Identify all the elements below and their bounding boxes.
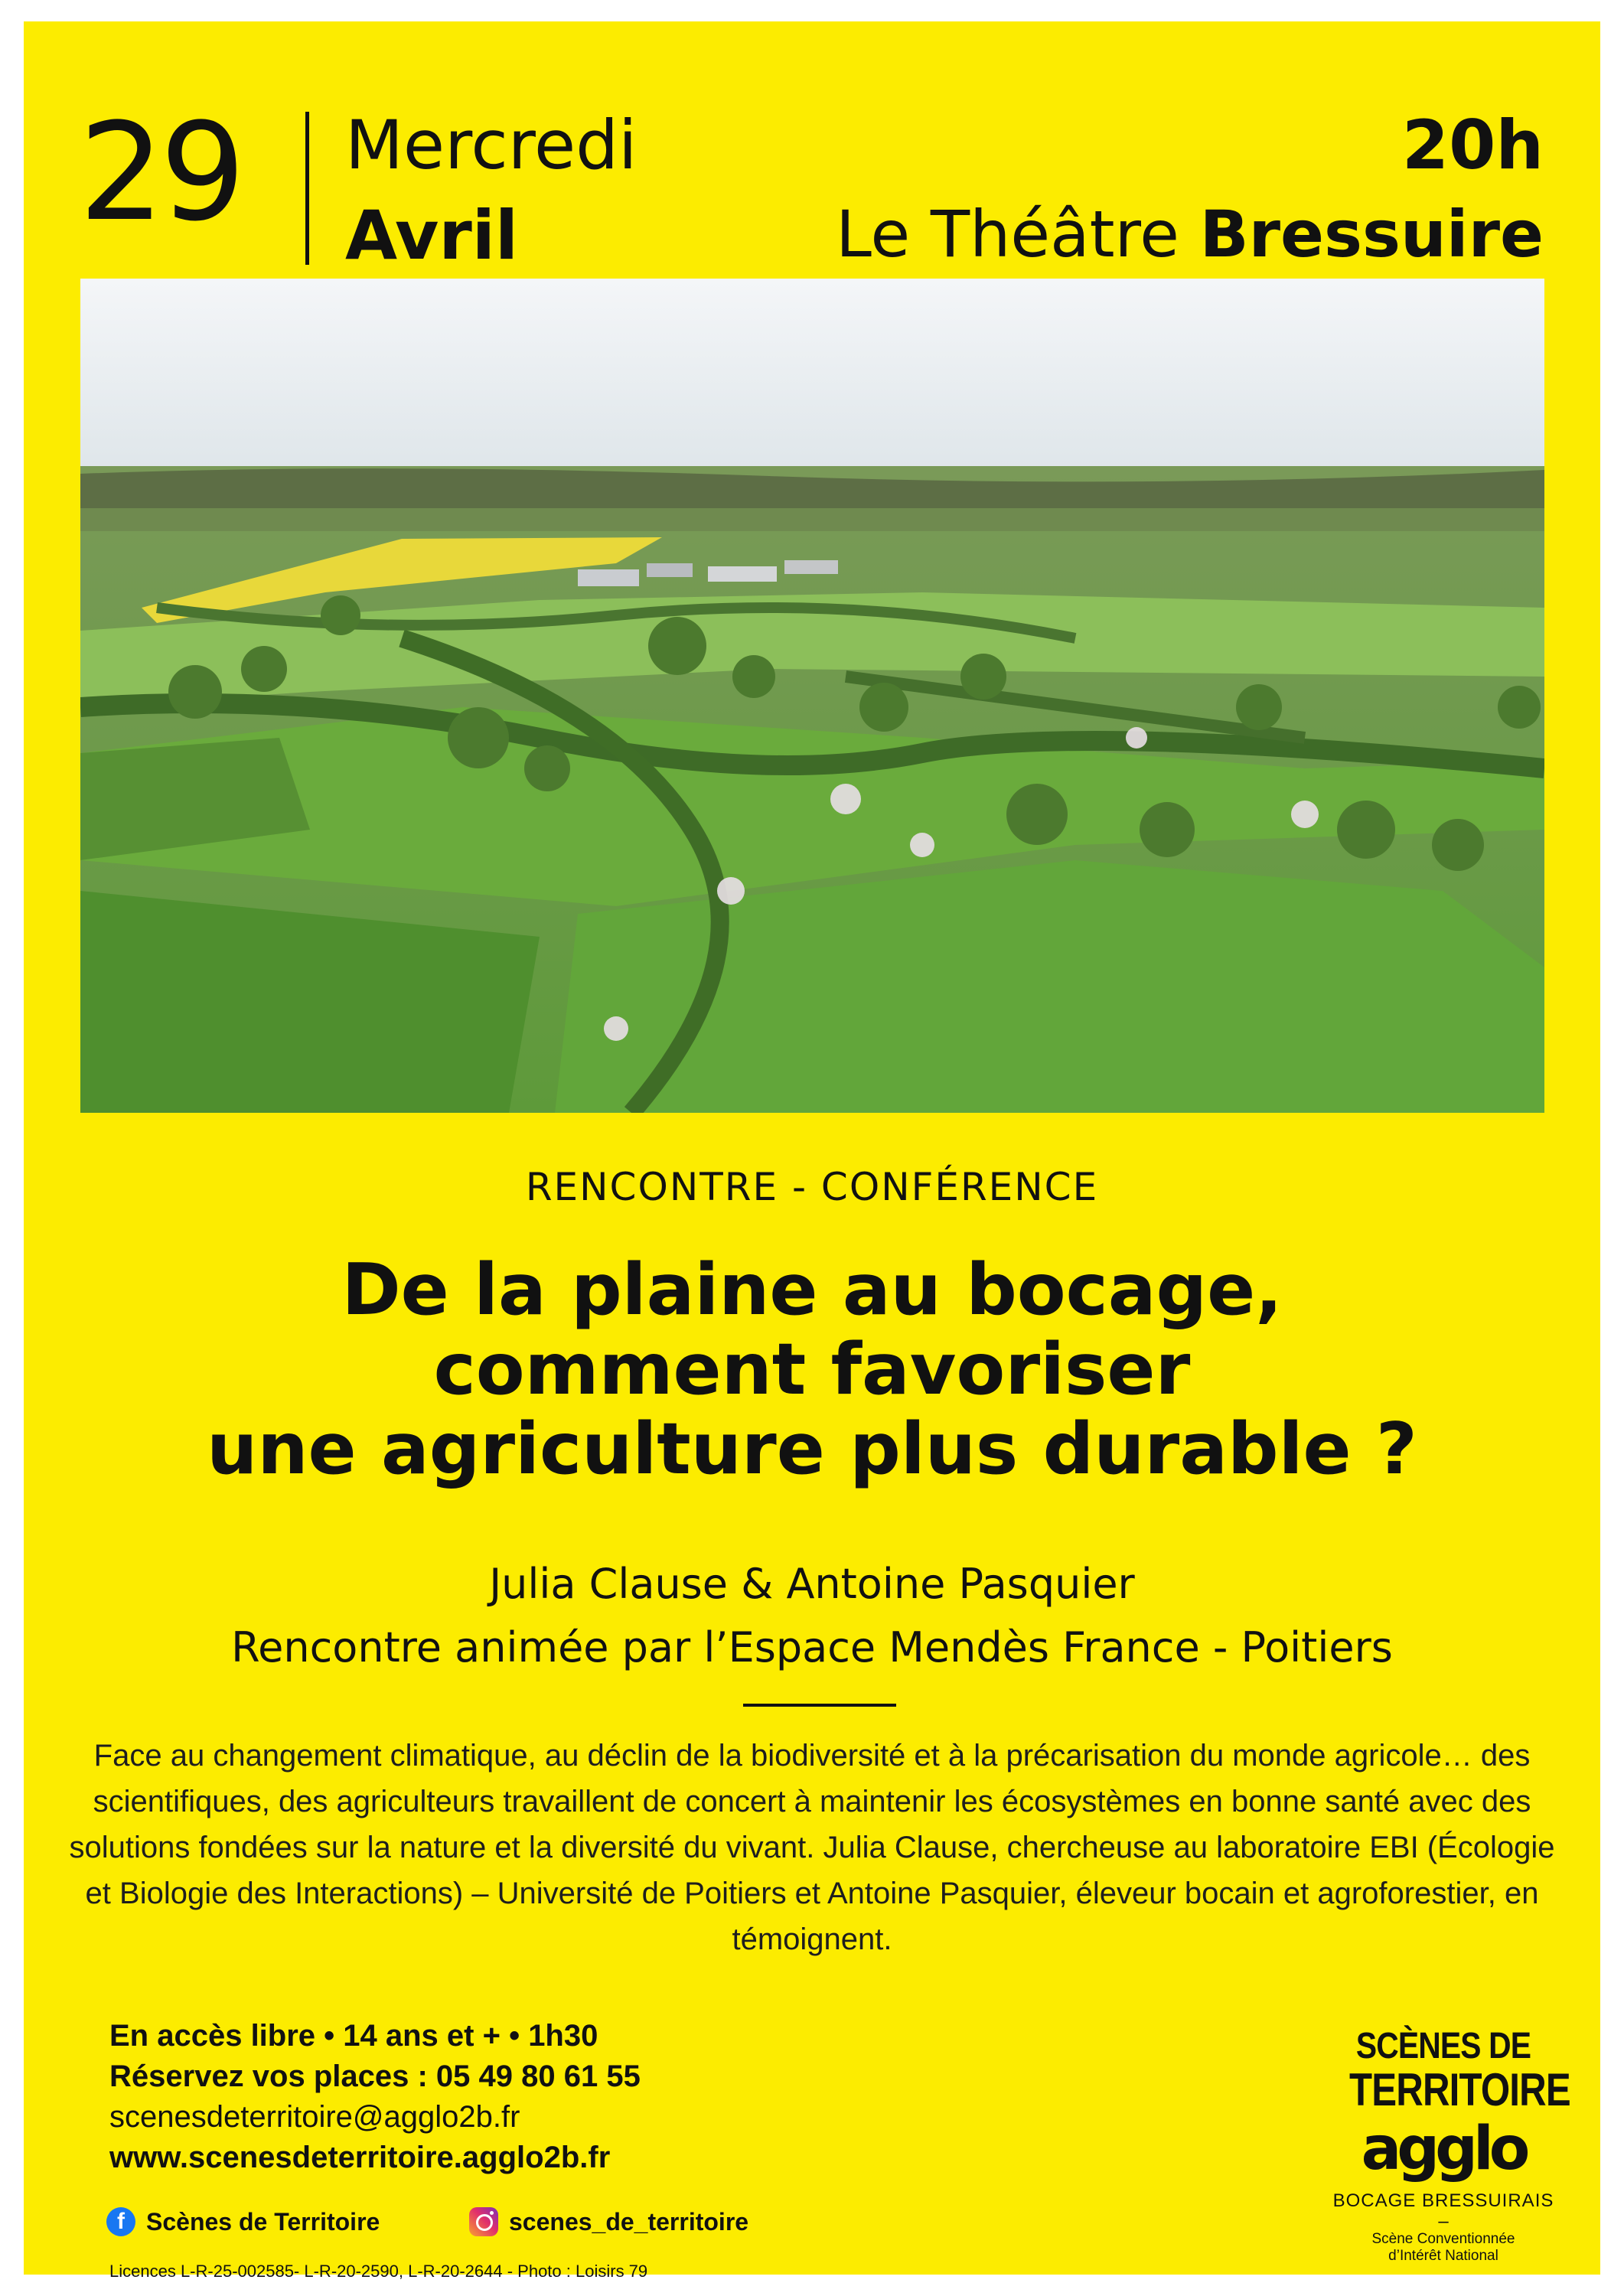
- event-title: [24, 1250, 1600, 1489]
- licences-credit: Licences L-R-25-002585- L-R-20-2590, L-R-20-2644 - Photo : Loisirs 79: [109, 2262, 648, 2281]
- venue-name: Le Théâtre: [836, 197, 1179, 272]
- logo-dash: –: [1438, 2211, 1449, 2232]
- instagram-label: scenes_de_territoire: [509, 2207, 749, 2236]
- event-category: RENCONTRE - CONFÉRENCE: [525, 1165, 1099, 1209]
- event-venue: [836, 197, 1544, 272]
- facebook-label: Scènes de Territoire: [146, 2207, 380, 2236]
- poster: [24, 21, 1600, 2281]
- event-title-line: une agriculture plus durable ?: [207, 1407, 1417, 1490]
- event-host: Rencontre animée par l’Espace Mendès France - Poitiers: [231, 1623, 1393, 1671]
- logo-line3: BOCAGE BRESSUIRAIS: [1332, 2190, 1554, 2211]
- instagram-link[interactable]: [469, 2207, 748, 2236]
- header-divider: [305, 112, 309, 265]
- access-info: En accès libre • 14 ans et + • 1h30: [109, 2019, 598, 2053]
- venue-city: Bressuire: [1199, 197, 1544, 272]
- email-link[interactable]: scenesdeterritoire@agglo2b.fr: [109, 2100, 520, 2134]
- facebook-icon: f: [106, 2207, 135, 2236]
- logo-line2: TERRITOIRE: [1349, 2064, 1570, 2115]
- logo-line4b: d’Intérêt National: [1388, 2248, 1498, 2264]
- separator: [743, 1704, 896, 1707]
- event-title-line: De la plaine au bocage,: [341, 1248, 1283, 1331]
- event-weekday: Mercredi: [345, 106, 638, 184]
- website-link[interactable]: www.scenesdeterritoire.agglo2b.fr: [109, 2141, 611, 2174]
- event-day-number: 29: [79, 94, 241, 251]
- facebook-link[interactable]: [106, 2207, 380, 2236]
- event-title-line: comment favoriser: [433, 1328, 1191, 1411]
- agglo-logo-icon: [1355, 2117, 1531, 2186]
- logo-line1: SCÈNES DE: [1355, 2026, 1531, 2066]
- scenes-de-territoire-logo: [1329, 2026, 1570, 2265]
- practical-info: [109, 2016, 641, 2178]
- event-time: 20h: [1401, 106, 1544, 184]
- event-month: Avril: [345, 196, 519, 275]
- event-speakers: Julia Clause & Antoine Pasquier: [489, 1560, 1135, 1608]
- event-description: Face au changement climatique, au déclin de la biodiversité et à la précarisation du monde agricole… des scientifiques, des agriculteurs travaillent de concert à maintenir les écosystèmes en bonne santé avec des solutions fondées sur la nature et la diversité du vivant. Julia Clause, chercheuse au laboratoire EBI (Écologie et Biologie des Interactions) – Université de Poitiers et Antoine Pasquier, éleveur bocain et agroforestier, en témoignent.: [69, 1739, 1555, 1956]
- booking-info: Réservez vos places : 05 49 80 61 55: [109, 2060, 641, 2093]
- instagram-icon: [469, 2207, 498, 2236]
- logo-line4a: Scène Conventionnée: [1371, 2231, 1515, 2247]
- logo-agglo: agglo: [1361, 2117, 1526, 2183]
- landscape-photo: [80, 279, 1544, 1113]
